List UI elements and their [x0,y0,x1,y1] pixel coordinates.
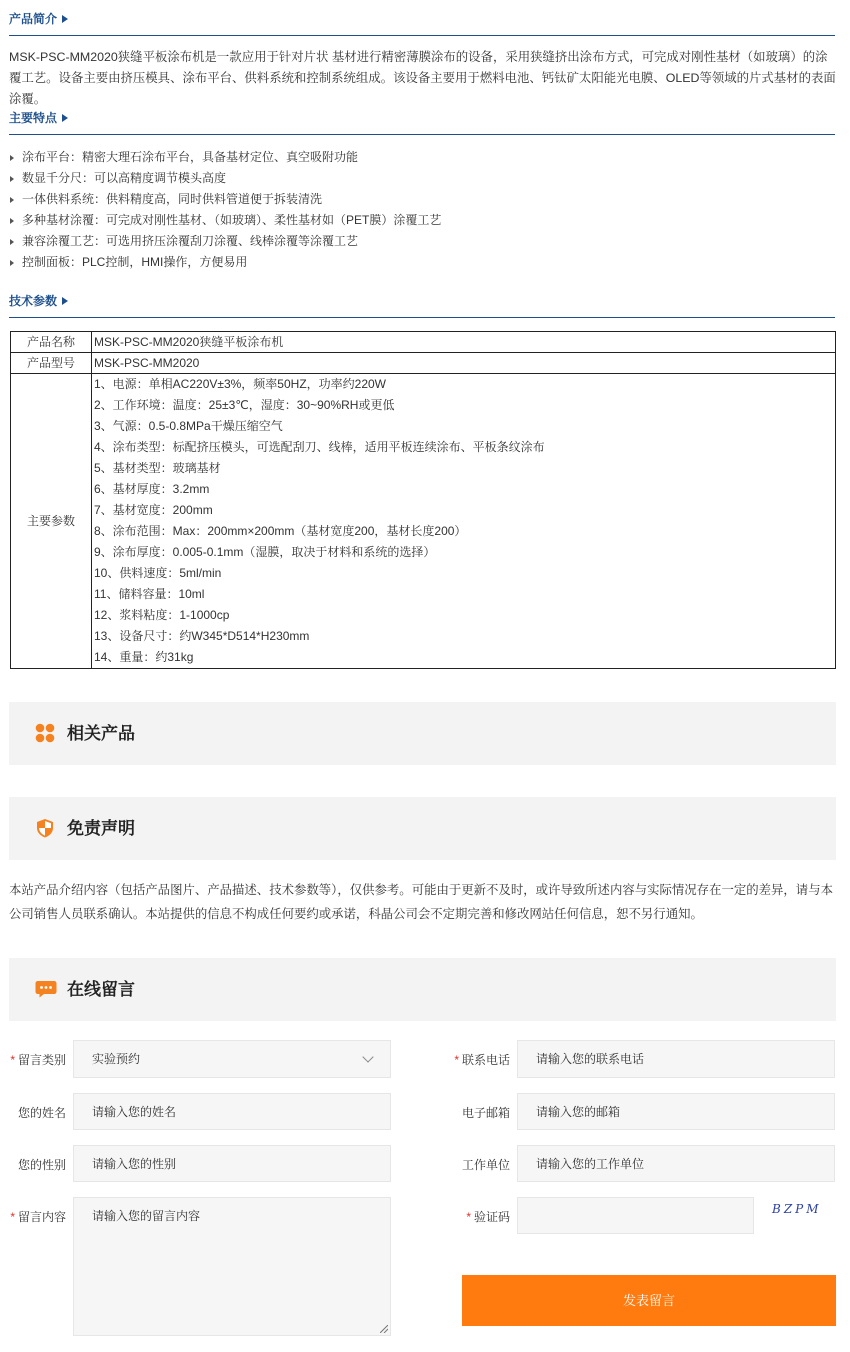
name-label: 您的姓名 [17,1106,66,1120]
email-input-placeholder: 请输入您的邮箱 [536,1105,621,1119]
phone-label-text: 联系电话 [461,1053,510,1067]
name-input[interactable] [73,1093,391,1130]
triangle-right-icon [62,114,68,122]
company-input[interactable] [517,1145,835,1182]
table-row [11,332,836,353]
disclaimer-text: 本站产品介绍内容（包括产品图片、产品描述、技术参数等），仅供参考。可能由于更新不及时，或许导致所述内容与实际情况存在一定的差异，请与本公司销售人员联系确认。本站提供的信息不构成任何要约或承诺，科晶公司会不定期完善和修改网站任何信息，恕不另行通知。 [9,883,833,921]
required-mark: * [10,1210,15,1224]
param-value: MSK-PSC-MM2020狭缝平板涂布机 [92,332,836,353]
section-title-features: 主要特点 [9,111,58,125]
gender-input[interactable] [73,1145,391,1182]
captcha-label [444,1208,510,1225]
feature-item: 控制面板：PLC控制，HMI操作，方便易用 [9,252,837,273]
content-label-text: 留言内容 [17,1210,66,1224]
email-input[interactable] [517,1093,835,1130]
required-mark: * [10,1053,15,1067]
feature-item: 数显千分尺：可以高精度调节模头高度 [9,168,837,189]
product-intro-text: MSK-PSC-MM2020狭缝平板涂布机是一款应用于针对片状 基材进行精密薄膜涂布的设备，采用狭缝挤出涂布方式，可完成对刚性基材（如玻璃）的涂覆工艺。设备主要由挤压模具、涂布平台、供料系统和控制系统组成。该设备主要用于燃料电池、钙钛矿太阳能光电膜、OLED等领域的片式基材的表面涂覆。 [9,50,836,106]
table-row [11,353,836,374]
gender-label: 您的性别 [17,1158,66,1172]
param-line: 11、储料容量：10ml [94,587,205,601]
disclaimer-title: 免责声明 [67,819,135,838]
feature-item: 多种基材涂覆：可完成对刚性基材、（如玻璃）、柔性基材如（PET膜）涂覆工艺 [9,210,837,231]
param-line: 13、设备尺寸：约W345*D514*H230mm [94,629,310,643]
param-line: 7、基材宽度：200mm [94,503,213,517]
content-textarea-placeholder: 请输入您的留言内容 [92,1209,201,1223]
category-select-value: 实验预约 [92,1052,141,1066]
feature-item: 兼容涂覆工艺：可选用挤压涂覆刮刀涂覆、线棒涂覆等涂覆工艺 [9,231,837,252]
param-line: 12、浆料粘度：1-1000cp [94,608,230,622]
shield-icon [35,818,55,838]
disclaimer-header [9,797,836,860]
company-label: 工作单位 [461,1158,510,1172]
company-input-placeholder: 请输入您的工作单位 [536,1157,645,1171]
section-header-features [9,109,835,135]
feature-item: 涂布平台：精密大理石涂布平台，具备基材定位、真空吸附功能 [9,147,837,168]
params-table [10,331,836,669]
section-title-params: 技术参数 [9,294,58,308]
param-line: 14、重量：约31kg [94,650,194,664]
required-mark: * [454,1053,459,1067]
name-input-placeholder: 请输入您的姓名 [92,1105,177,1119]
param-value: MSK-PSC-MM2020 [92,353,836,374]
content-label [0,1208,66,1225]
email-label: 电子邮箱 [461,1106,510,1120]
phone-label [444,1051,510,1068]
captcha-label-text: 验证码 [473,1210,510,1224]
gender-input-placeholder: 请输入您的性别 [92,1157,177,1171]
chevron-down-icon [362,1051,373,1062]
param-key: 产品型号 [11,353,92,374]
grid-icon [35,723,55,743]
param-line: 8、涂布范围：Max：200mm×200mm（基材宽度200，基材长度200） [94,524,467,538]
param-line: 1、电源：单相AC220V±3%，频率50HZ，功率约220W [94,377,386,391]
param-key: 主要参数 [11,374,92,669]
section-header-params [9,292,835,318]
section-title-intro: 产品简介 [9,12,58,26]
phone-input-placeholder: 请输入您的联系电话 [536,1052,645,1066]
param-line: 10、供料速度：5ml/min [94,566,222,580]
feature-item: 一体供料系统：供料精度高，同时供料管道便于拆装清洗 [9,189,837,210]
category-label [0,1051,66,1068]
triangle-right-icon [62,297,68,305]
param-line: 4、涂布类型：标配挤压模头，可选配刮刀、线棒，适用平板连续涂布、平板条纹涂布 [94,440,545,454]
resize-handle-icon[interactable] [380,1325,388,1333]
triangle-right-icon [62,15,68,23]
phone-input[interactable] [517,1040,835,1078]
chat-bubble-icon [35,979,57,999]
param-line: 2、工作环境：温度：25±3℃，湿度：30~90%RH或更低 [94,398,395,412]
section-header-intro [9,10,835,36]
related-products-title: 相关产品 [67,724,135,743]
category-label-text: 留言类别 [17,1053,66,1067]
param-line: 6、基材厚度：3.2mm [94,482,210,496]
related-products-header [9,702,836,765]
content-textarea[interactable] [73,1197,391,1336]
param-key: 产品名称 [11,332,92,353]
param-line: 5、基材类型：玻璃基材 [94,461,221,475]
category-select[interactable] [73,1040,391,1078]
features-list [9,147,837,273]
captcha-input[interactable] [517,1197,754,1234]
param-line: 9、涂布厚度：0.005-0.1mm（湿膜，取决于材料和系统的选择） [94,545,436,559]
required-mark: * [466,1210,471,1224]
param-line: 3、气源：0.5-0.8MPa干燥压缩空气 [94,419,283,433]
captcha-image[interactable]: BZPM [772,1202,822,1216]
message-header [9,958,836,1021]
submit-button[interactable]: 发表留言 [462,1275,836,1326]
message-title: 在线留言 [67,980,135,999]
table-row [11,374,836,669]
param-value-list [92,374,836,669]
